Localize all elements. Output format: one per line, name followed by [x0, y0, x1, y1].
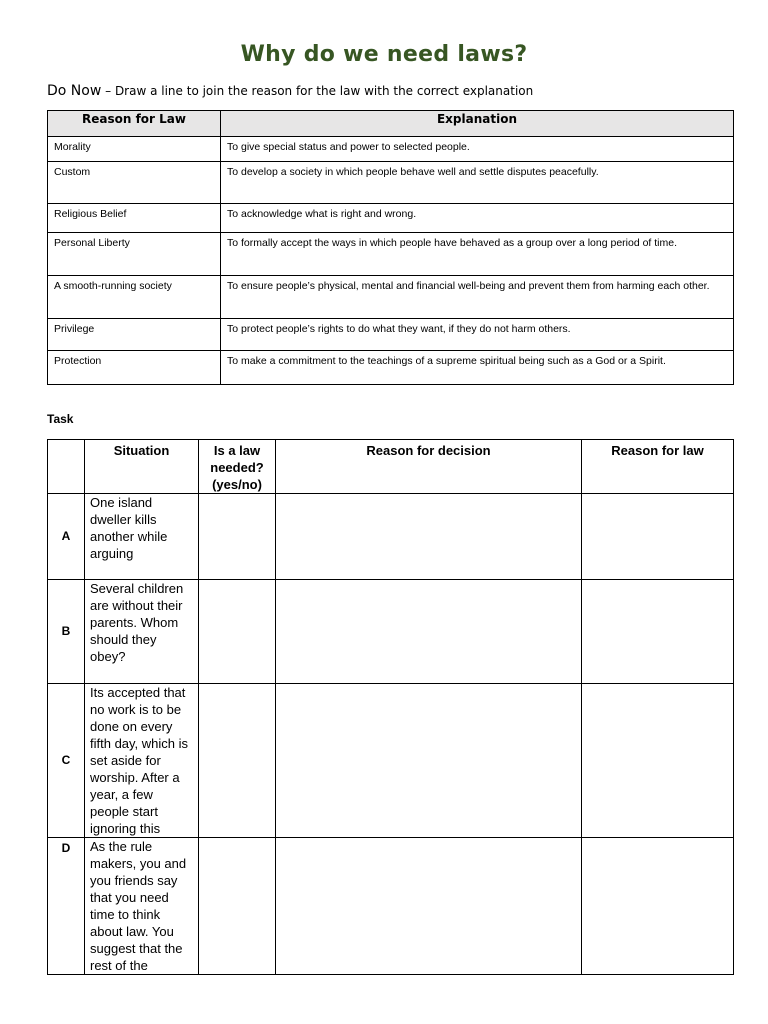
reason-for-decision-input-cell[interactable]: [276, 580, 582, 684]
reason-cell: Protection: [48, 351, 221, 385]
header-reason-for-law: Reason for law: [582, 440, 734, 494]
task-row-d: [48, 838, 734, 975]
reason-for-decision-input-cell[interactable]: [276, 838, 582, 975]
row-letter: C: [48, 684, 85, 838]
situation-cell: [85, 580, 199, 684]
matching-table: [47, 110, 734, 385]
do-now-text: Draw a line to join the reason for the law with the correct explanation: [114, 84, 534, 98]
explanation-cell: To protect people’s rights to do what they want, if they do not harm others.: [221, 319, 734, 351]
header-reason-for-decision: Reason for decision: [276, 440, 582, 494]
reason-cell: Morality: [48, 137, 221, 162]
matching-row: [48, 319, 734, 351]
task-label: Task: [47, 412, 74, 426]
reason-for-decision-input-cell[interactable]: [276, 494, 582, 580]
law-needed-input-cell[interactable]: [199, 838, 276, 975]
reason-cell: Privilege: [48, 319, 221, 351]
row-letter: A: [48, 494, 85, 580]
matching-row: [48, 276, 734, 319]
page-title: Why do we need laws?: [240, 42, 528, 67]
matching-header-row: [48, 111, 734, 137]
matching-row: [48, 351, 734, 385]
task-row-a: [48, 494, 734, 580]
situation-cell: [85, 494, 199, 580]
row-letter: D: [48, 838, 85, 975]
matching-row: [48, 204, 734, 233]
reason-cell: Custom: [48, 162, 221, 204]
header-law-needed: Is a law needed? (yes/no): [199, 440, 276, 494]
do-now-dash: –: [101, 84, 115, 98]
do-now-instruction: [47, 80, 533, 99]
header-explanation: Explanation: [221, 111, 734, 137]
situation-text: As the rule makers, you and you friends say that you need time to think about law. You suggest that the rest of the: [90, 839, 187, 973]
header-reason-for-law: Reason for Law: [48, 111, 221, 137]
explanation-cell: To give special status and power to selected people.: [221, 137, 734, 162]
situation-cell: [85, 684, 199, 838]
explanation-cell: To develop a society in which people behave well and settle disputes peacefully.: [221, 162, 734, 204]
situation-text: One island dweller kills another while arguing: [90, 495, 168, 561]
row-letter: B: [48, 580, 85, 684]
matching-row: [48, 137, 734, 162]
reason-for-law-input-cell[interactable]: [582, 684, 734, 838]
law-needed-input-cell[interactable]: [199, 684, 276, 838]
do-now-label: Do Now: [47, 83, 102, 99]
reason-cell: A smooth-running society: [48, 276, 221, 319]
header-letter: [48, 440, 85, 494]
header-situation: Situation: [85, 440, 199, 494]
task-header-row: [48, 440, 734, 494]
reason-cell: Personal Liberty: [48, 233, 221, 276]
reason-for-decision-input-cell[interactable]: [276, 684, 582, 838]
situation-cell: [85, 838, 199, 975]
explanation-cell: To make a commitment to the teachings of a supreme spiritual being such as a God or a Spirit.: [221, 351, 734, 385]
reason-for-law-input-cell[interactable]: [582, 838, 734, 975]
reason-for-law-input-cell[interactable]: [582, 580, 734, 684]
task-row-b: [48, 580, 734, 684]
situation-text: Several children are without their parents. Whom should they obey?: [90, 581, 184, 664]
explanation-cell: To acknowledge what is right and wrong.: [221, 204, 734, 233]
law-needed-input-cell[interactable]: [199, 580, 276, 684]
explanation-cell: To formally accept the ways in which people have behaved as a group over a long period of time.: [221, 233, 734, 276]
law-needed-input-cell[interactable]: [199, 494, 276, 580]
reason-cell: Religious Belief: [48, 204, 221, 233]
reason-for-law-input-cell[interactable]: [582, 494, 734, 580]
matching-row: [48, 162, 734, 204]
matching-row: [48, 233, 734, 276]
explanation-cell: To ensure people’s physical, mental and financial well-being and prevent them from harming each other.: [221, 276, 734, 319]
situation-text: Its accepted that no work is to be done on every fifth day, which is set aside for worship. After a year, a few people start ignoring this: [90, 685, 189, 836]
task-row-c: [48, 684, 734, 838]
task-table: [47, 439, 734, 975]
